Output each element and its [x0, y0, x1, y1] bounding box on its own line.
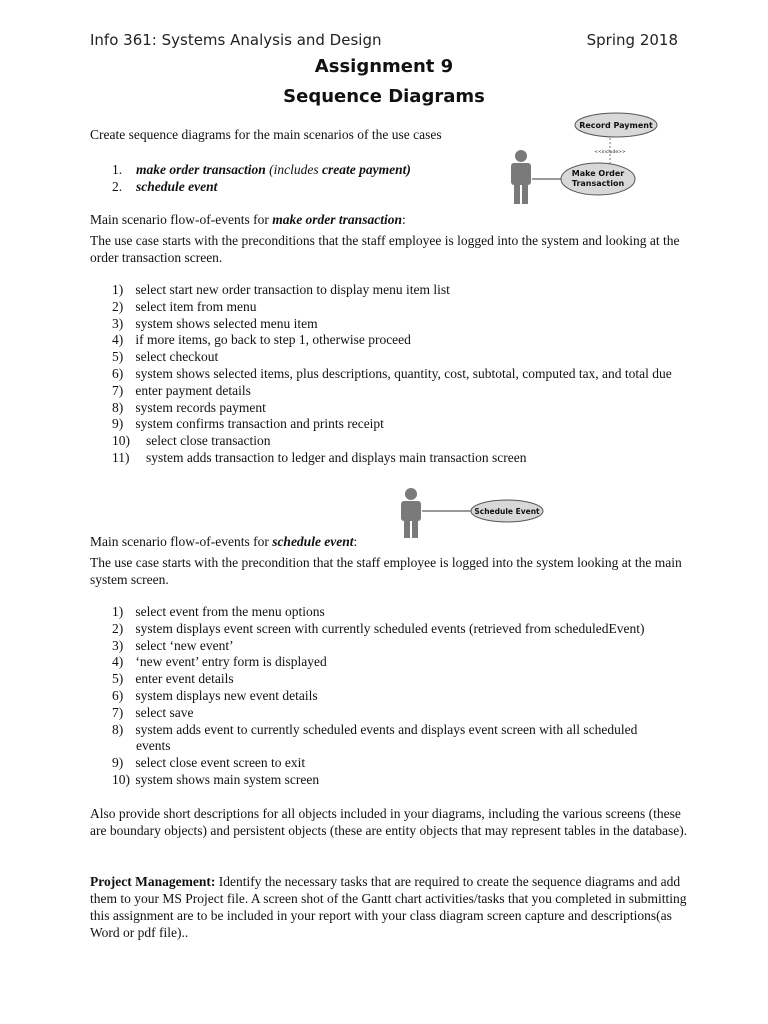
list-item: 6) system displays new event details — [112, 687, 318, 703]
list-item: 5) enter event details — [112, 671, 234, 687]
list-item: 9) system confirms transaction and prints receipt — [112, 416, 384, 432]
list-item: 5) select checkout — [112, 349, 219, 365]
schedule-event-label: Schedule Event — [474, 507, 540, 516]
use-case-item: 2. schedule event — [112, 179, 218, 194]
section1-description: The use case starts with the preconditions that the staff employee is logged into the system and looking at the order transaction screen. — [90, 233, 680, 265]
make-order-use-case-diagram — [500, 108, 670, 208]
use-case-name: schedule event — [136, 179, 218, 194]
intro-text: Create sequence diagrams for the main scenarios of the use cases — [90, 127, 442, 142]
include-label: <<include>> — [594, 150, 626, 155]
project-management-label: Project Management: — [90, 874, 216, 889]
section1-heading: Main scenario flow-of-events for make order transaction: — [90, 212, 406, 227]
list-item: 9) select close event screen to exit — [112, 755, 306, 771]
list-item: 6) system shows selected items, plus descriptions, quantity, cost, subtotal, computed tax, and total due — [112, 365, 672, 381]
assignment-subtitle: Sequence Diagrams — [283, 86, 485, 107]
use-case-list — [112, 161, 411, 195]
make-order-label-line2: Transaction — [571, 179, 625, 188]
section1-steps — [112, 282, 672, 467]
list-item: 10) select close transaction — [112, 433, 271, 449]
list-item: 1) select start new order transaction to display menu item list — [112, 282, 450, 297]
list-item: 4) if more items, go back to step 1, otherwise proceed — [112, 332, 411, 348]
includes-keyword: includes — [273, 162, 319, 177]
use-case-item: 1. make order transaction (includes create payment) — [112, 162, 411, 177]
record-payment-label: Record Payment — [579, 121, 653, 130]
project-management-paragraph: Project Management: Identify the necessary tasks that are required to create the sequence diagrams and add them to your MS Project file. A screen shot of the Gantt chart activities/tasks that you completed in submitting this assignment are to be included in your report with your class diagram screen capture and descriptions(as Word or pdf file).. — [90, 874, 687, 940]
list-item: 7) select save — [112, 704, 194, 720]
schedule-event-use-case-diagram — [392, 484, 552, 540]
list-item: 11) system adds transaction to ledger and displays main transaction screen — [112, 449, 527, 465]
list-item: 7) enter payment details — [112, 382, 251, 398]
list-item: 8) system adds event to currently scheduled events and displays event screen with all scheduled — [112, 721, 638, 737]
list-item: 3) select ‘new event’ — [112, 637, 234, 653]
course-header: Info 361: Systems Analysis and Design — [90, 31, 382, 49]
list-item: 2) select item from menu — [112, 298, 257, 314]
section2-heading: Main scenario flow-of-events for schedule event: — [90, 534, 358, 549]
actor-icon — [401, 488, 421, 538]
assignment-title: Assignment 9 — [314, 56, 454, 77]
object-descriptions-paragraph: Also provide short descriptions for all objects included in your diagrams, including the various screens (these are boundary objects) and persistent objects (these are entity objects that may represent tables in the database). — [90, 806, 688, 838]
actor-icon — [511, 150, 531, 204]
list-item: 4) ‘new event’ entry form is displayed — [112, 654, 327, 670]
list-item: 3) system shows selected menu item — [112, 315, 318, 331]
make-order-label-line1: Make Order — [571, 169, 625, 178]
list-item: 1) select event from the menu options — [112, 604, 325, 619]
list-item: 2) system displays event screen with currently scheduled events (retrieved from scheduledEvent) — [112, 620, 645, 636]
use-case-name: make order transaction — [136, 162, 266, 177]
term-header: Spring 2018 — [586, 31, 678, 49]
list-item: 8) system records payment — [112, 399, 266, 415]
section2-steps — [112, 604, 644, 789]
list-item-continuation: events — [136, 738, 171, 754]
list-item: 10) system shows main system screen — [112, 771, 320, 787]
section2-description: The use case starts with the precondition that the staff employee is logged into the system looking at the main system screen. — [90, 555, 682, 587]
